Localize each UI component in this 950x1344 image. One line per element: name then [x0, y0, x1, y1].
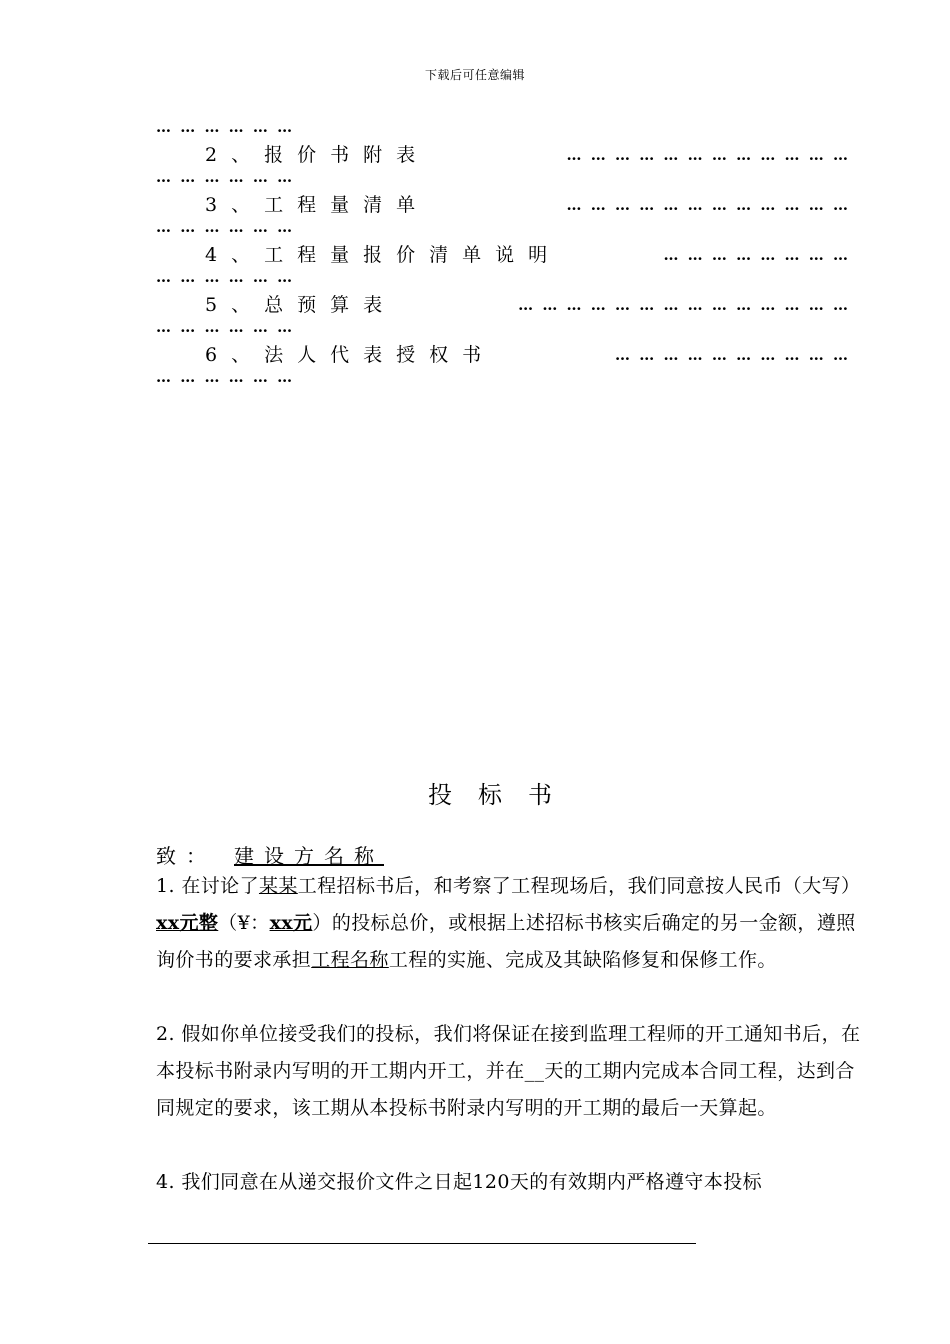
- duration-blank: __: [524, 1060, 545, 1082]
- toc-item-dots: … … … … … … … … … … … …: [566, 146, 850, 164]
- toc-item-6: [205, 343, 850, 367]
- footer-rule: [148, 1243, 696, 1244]
- p1-text-b: 工程招标书后，和考察了工程现场后，我们同意按人民币（大写）: [297, 875, 861, 897]
- toc-item-dots-continued: … … … … … …: [156, 218, 295, 236]
- paragraph-2: [156, 1016, 866, 1127]
- toc-item-label: 3、工程量清单: [205, 194, 430, 216]
- header-note: 下载后可任意编辑: [424, 68, 525, 82]
- paragraph-1: [156, 868, 866, 979]
- toc-item-dots-continued: … … … … … …: [156, 318, 295, 336]
- toc-item-dots-continued: … … … … … …: [156, 168, 295, 186]
- project-name-placeholder: 工程名称: [311, 949, 389, 971]
- to-prefix: 致：: [156, 844, 216, 868]
- document-title: 投标书: [428, 781, 578, 809]
- toc-item-label: 2、报价书附表: [205, 144, 430, 166]
- p1-text-d: ）的投标总价，或根据上述招标书核实后确定的另一金额，遵照询价书的要求承担: [156, 912, 856, 971]
- toc-item-5: [205, 293, 850, 317]
- paragraph-4: 4. 我们同意在从递交报价文件之日起120天的有效期内严格遵守本投标: [156, 1171, 763, 1193]
- toc-item-dots: … … … … … … … … … … … … … …: [518, 296, 850, 314]
- toc-item-2: [205, 143, 850, 167]
- p1-text-a: 1. 在讨论了: [156, 875, 259, 897]
- toc-item-dots: … … … … … … … … … …: [615, 346, 850, 364]
- toc-item-4: [205, 243, 850, 267]
- toc-item-label: 4、工程量报价清单说明: [205, 244, 562, 266]
- addressee-name: 建设方名称: [234, 844, 384, 868]
- addressee-line: [156, 840, 384, 869]
- p1-text-c: （¥：: [218, 912, 270, 934]
- toc-item-label: 6、法人代表授权书: [205, 344, 496, 366]
- p1-text-e: 工程的实施、完成及其缺陷修复和保修工作。: [388, 949, 777, 971]
- toc-item-label: 5、总预算表: [205, 294, 397, 316]
- toc-item-dots: … … … … … … … …: [663, 246, 850, 264]
- toc-item-dots-continued: … … … … … …: [156, 368, 295, 386]
- p2-text-b: 天的工期内完成本合同工程，达到合同规定的要求，该工期从本投标书附录内写明的开工期的最后一天算起。: [156, 1060, 855, 1119]
- toc-leading-dots: … … … … … …: [156, 118, 295, 136]
- p2-text-a: 2. 假如你单位接受我们的投标，我们将保证在接到监理工程师的开工通知书后，在本投标书附录内写明的开工期内开工，并在: [156, 1023, 861, 1082]
- project-owner-placeholder: 某某: [258, 875, 298, 897]
- toc-item-dots-continued: … … … … … …: [156, 268, 295, 286]
- amount-figures-placeholder: xx元: [269, 912, 313, 934]
- amount-words-placeholder: xx元整: [156, 912, 219, 934]
- toc-item-dots: … … … … … … … … … … … …: [566, 196, 850, 214]
- toc-item-3: [205, 193, 850, 217]
